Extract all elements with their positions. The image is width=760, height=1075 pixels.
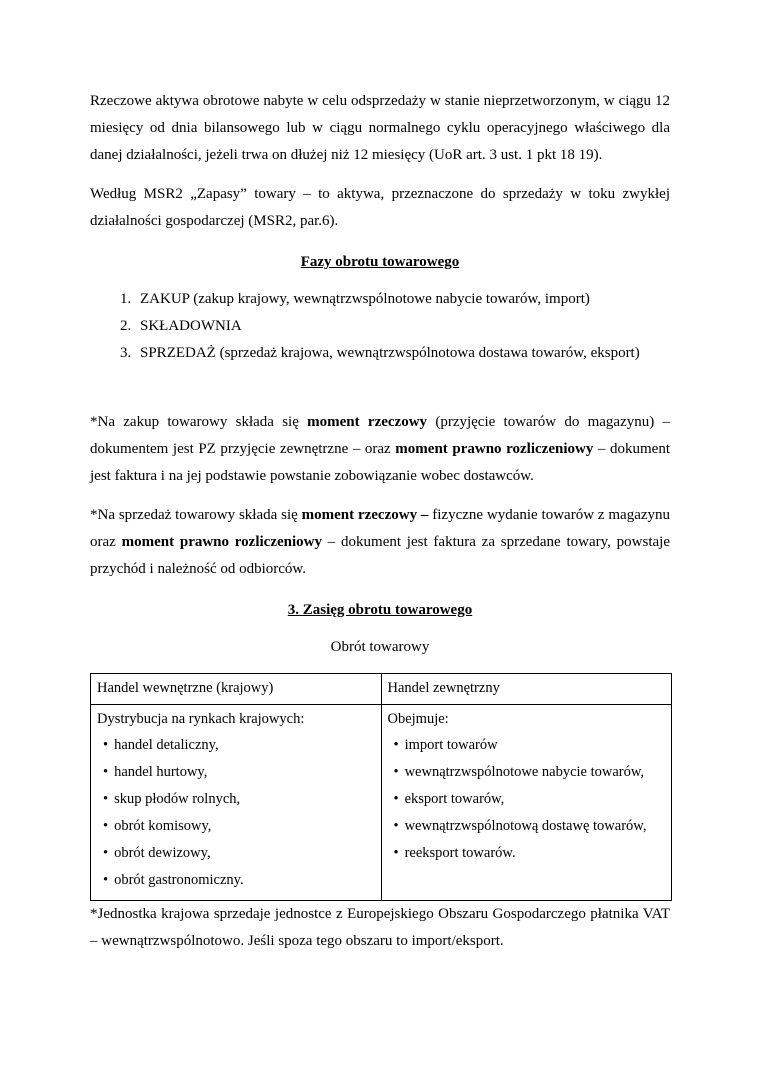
footnote: *Jednostka krajowa sprzedaje jednostce z Europejskiego Obszaru Gospodarczego płatnika VAT – wewnątrzwspólnotowo. Jeśli spoza tego obszaru to import/eksport. (90, 906, 670, 949)
phases-list (90, 286, 670, 367)
list-item: • wewnątrzwspólnotowe nabycie towarów, (392, 759, 666, 786)
list-item: • wewnątrzwspólnotową dostawę towarów, (392, 813, 666, 840)
list-item: • obrót komisowy, (101, 813, 375, 840)
foreign-list (388, 732, 666, 867)
foreign-intro: Obejmuje: (387, 711, 449, 727)
list-item: • obrót gastronomiczny. (101, 867, 375, 894)
domestic-intro: Dystrybucja na rynkach krajowych: (97, 711, 305, 727)
list-item: • handel detaliczny, (101, 732, 375, 759)
heading-phases: Fazy obrotu towarowego (300, 254, 460, 270)
list-item: • obrót dewizowy, (101, 840, 375, 867)
list-item: • skup płodów rolnych, (101, 786, 375, 813)
list-item: 3. SPRZEDAŻ (sprzedaż krajowa, wewnątrzwspólnotowa dostawa towarów, eksport) (135, 340, 670, 367)
document-page (90, 88, 670, 955)
cell-domestic (91, 705, 382, 901)
table-caption: Obrót towarowy (330, 639, 430, 655)
list-item: • reeksport towarów. (392, 840, 666, 867)
list-item: 2. SKŁADOWNIA (135, 313, 670, 340)
list-item: 1. ZAKUP (zakup krajowy, wewnątrzwspólnotowe nabycie towarów, import) (135, 286, 670, 313)
trade-table (90, 673, 672, 901)
header-domestic: Handel wewnętrzne (krajowy) (91, 674, 382, 705)
paragraph-msr2: Według MSR2 „Zapasy” towary – to aktywa, przeznaczone do sprzedaży w toku zwykłej działalności gospodarczej (MSR2, par.6). (90, 186, 670, 229)
table-header-row (91, 674, 672, 705)
list-item: • eksport towarów, (392, 786, 666, 813)
list-item: • import towarów (392, 732, 666, 759)
domestic-list (97, 732, 375, 894)
table-row (91, 705, 672, 901)
note-purchase: *Na zakup towarowy składa się moment rzeczowy (przyjęcie towarów do magazynu) – dokumentem jest PZ przyjęcie zewnętrzne – oraz moment prawno rozliczeniowy – dokument jest faktura i na jej podstawie powstanie zobowiązanie wobec dostawców. (90, 414, 671, 484)
header-foreign: Handel zewnętrzny (381, 674, 672, 705)
cell-foreign (381, 705, 672, 901)
note-sale: *Na sprzedaż towarowy składa się moment rzeczowy – fizyczne wydanie towarów z magazynu oraz moment prawno rozliczeniowy – dokument jest faktura za sprzedane towary, powstaje przychód i należność od odbiorców. (90, 507, 671, 577)
paragraph-definition: Rzeczowe aktywa obrotowe nabyte w celu odsprzedaży w stanie nieprzetworzonym, w ciągu 12 miesięcy od dnia bilansowego lub w ciągu normalnego cyklu operacyjnego właściwego dla danej działalności, jeżeli trwa on dłużej niż 12 miesięcy (UoR art. 3 ust. 1 pkt 18 19). (90, 93, 670, 163)
heading-range: 3. Zasięg obrotu towarowego (287, 602, 473, 618)
list-item: • handel hurtowy, (101, 759, 375, 786)
